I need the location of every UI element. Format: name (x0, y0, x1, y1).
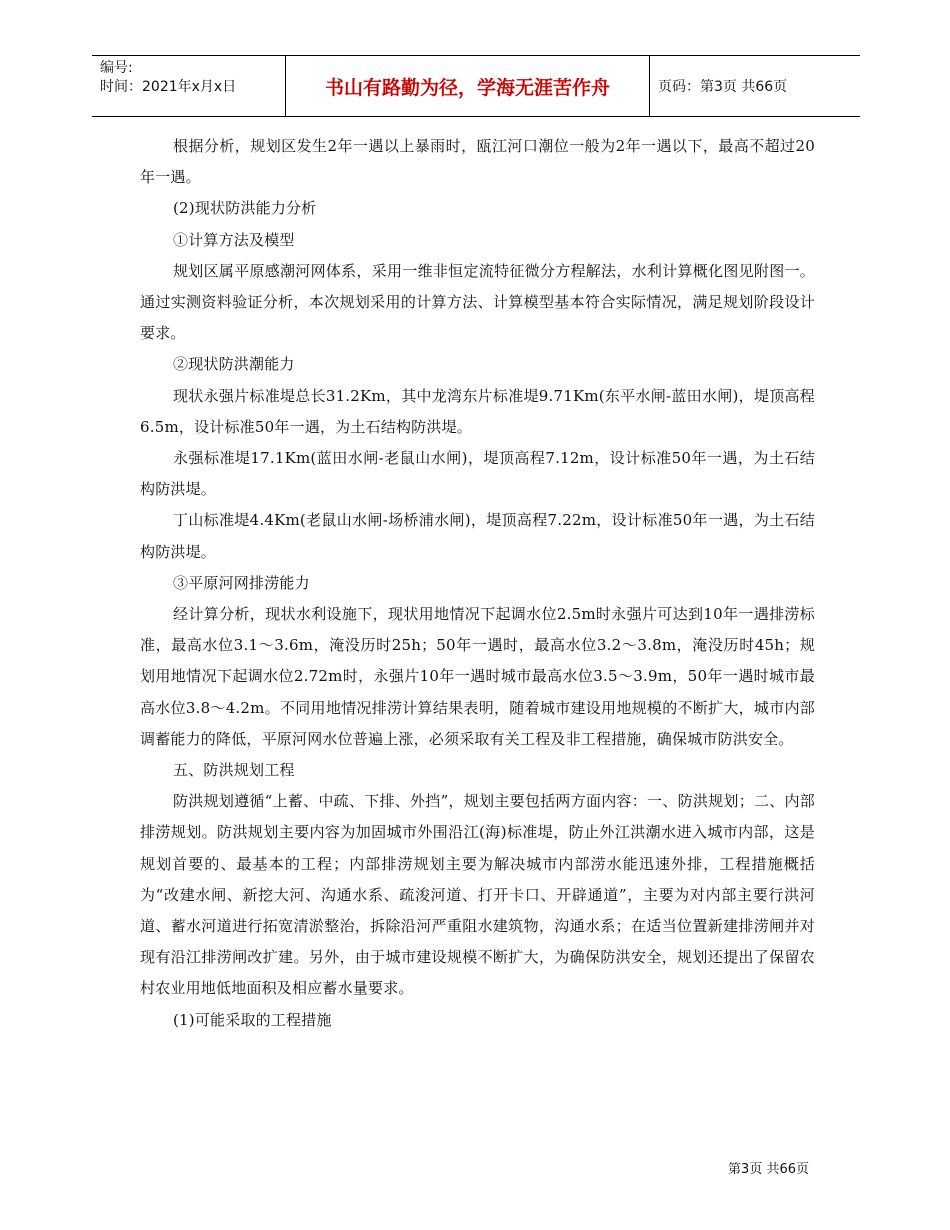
paragraph: 永强标准堤17.1Km(蓝田水闸-老鼠山水闸)，堤顶高程7.12m，设计标准50年一遇，为土石结构防洪堤。 (140, 449, 815, 499)
paragraph: 根据分析，规划区发生2年一遇以上暴雨时，瓯江河口潮位一般为2年一遇以下，最高不超过20年一遇。 (140, 137, 815, 187)
paragraph: 丁山标准堤4.4Km(老鼠山水闸-场桥浦水闸)，堤顶高程7.22m，设计标准50年一遇，为土石结构防洪堤。 (140, 511, 815, 561)
paragraph: 经计算分析，现状水利设施下，现状用地情况下起调水位2.5m时永强片可达到10年一遇排涝标准，最高水位3.1～3.6m，淹没历时25h；50年一遇时，最高水位3.2～3.8m，淹没历时45h；规划用地情况下起调水位2.72m时，永强片10年一遇时城市最高水位3.5～3.9m，50年一遇时城市最高水位3.8～4.2m。不同用地情况排涝计算结果表明，随着城市建设用地规模的不断扩大，城市内部调蓄能力的降低，平原河网水位普遍上涨，必须采取有关工程及非工程措施，确保城市防洪安全。 (140, 605, 815, 748)
header-meta (92, 56, 286, 116)
section-heading: (2)现状防洪能力分析 (173, 199, 317, 218)
paragraph: 现状永强片标准堤总长31.2Km，其中龙湾东片标准堤9.71Km(东平水闸-蓝田水闸)，堤顶高程6.5m，设计标准50年一遇，为土石结构防洪堤。 (140, 386, 815, 436)
subsection-heading: ①计算方法及模型 (173, 230, 295, 249)
document-number-label: 编号: (100, 60, 133, 76)
paragraph: 规划区属平原感潮河网体系，采用一维非恒定流特征微分方程解法，水利计算概化图见附图一。通过实测资料验证分析，本次规划采用的计算方法、计算模型基本符合实际情况，满足规划阶段设计要求。 (140, 261, 815, 343)
document-time-label: 时间：2021年x月x日 (100, 79, 237, 95)
section-heading: (1)可能采取的工程措施 (173, 1010, 332, 1029)
page-footer: 第3页 共66页 (728, 1162, 809, 1177)
section-heading: 五、防洪规划工程 (173, 761, 295, 780)
document-body (140, 131, 815, 1036)
header-motto: 书山有路勤为径，学海无涯苦作舟 (286, 56, 650, 116)
header-page-label: 页码：第3页 共66页 (658, 79, 788, 95)
page-header (92, 55, 860, 117)
subsection-heading: ②现状防洪潮能力 (173, 355, 295, 374)
subsection-heading: ③平原河网排涝能力 (173, 573, 310, 592)
paragraph: 防洪规划遵循“上蓄、中疏、下排、外挡”，规划主要包括两方面内容：一、防洪规划；二、内部排涝规划。防洪规划主要内容为加固城市外围沿江(海)标准堤，防止外江洪潮水进入城市内部，这是规划首要的、最基本的工程；内部排涝规划主要为解决城市内部涝水能迅速外排，工程措施概括为“改建水闸、新挖大河、沟通水系、疏浚河道、打开卡口、开辟通道”，主要为对内部主要行洪河道、蓄水河道进行拓宽清淤整治，拆除沿河严重阻水建筑物，沟通水系；在适当位置新建排涝闸并对现有沿江排涝闸改扩建。另外，由于城市建设规模不断扩大，为确保防洪安全，规划还提出了保留农村农业用地低地面积及相应蓄水量要求。 (140, 792, 815, 998)
